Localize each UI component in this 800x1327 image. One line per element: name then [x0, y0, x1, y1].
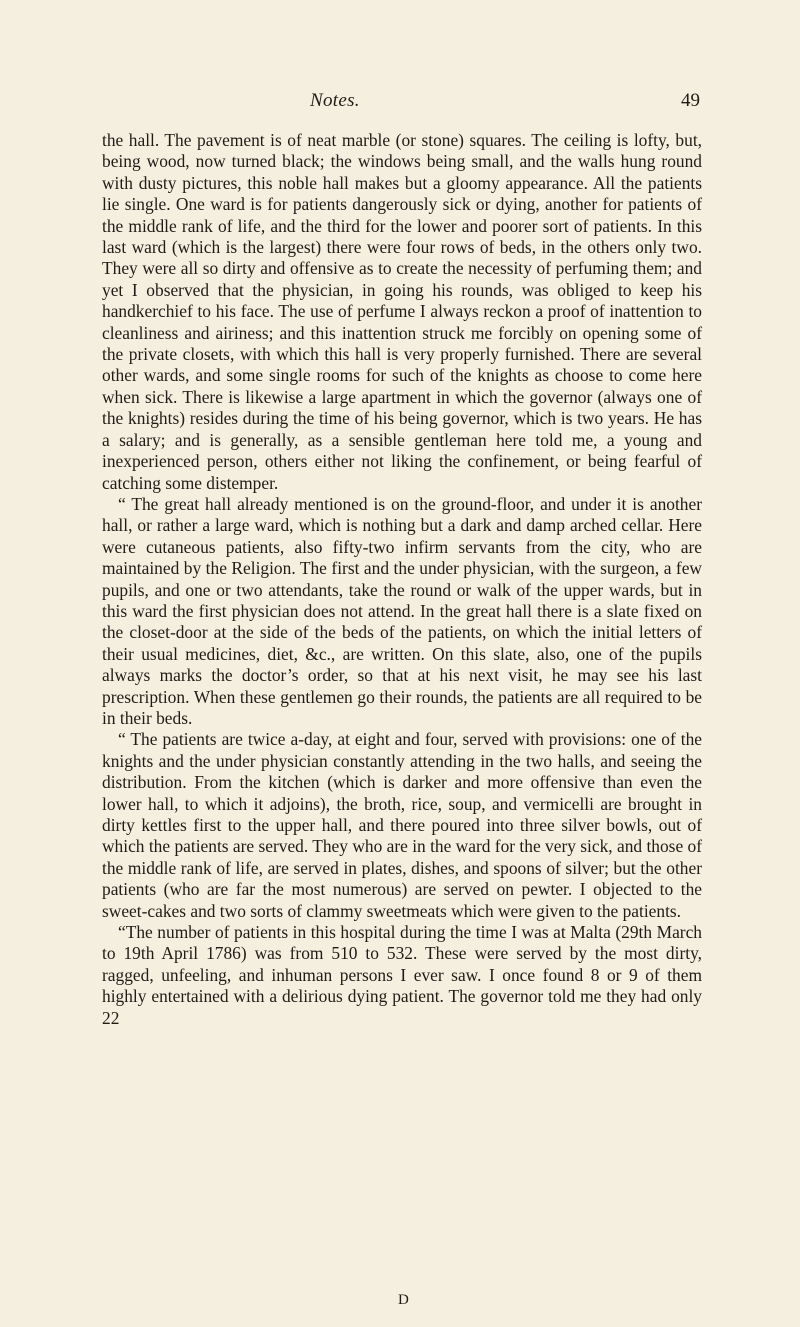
paragraph-4: “The number of patients in this hospital during the time I was at Malta (29th March to 19th April 1786) was from 510 to 532. These were served by the most dirty, ragged, unfeeling, and inhuman persons I ever saw. I once found 8 or 9 of them highly entertained with a delirious dying patient. The governor told me they had only 22: [102, 922, 702, 1028]
body-text: [102, 130, 702, 1029]
running-head: Notes.: [310, 90, 360, 111]
paragraph-3: “ The patients are twice a-day, at eight and four, served with provisions: one of the knights and the under physician constantly attending in the two halls, and seeing the distribution. From the kitchen (which is darker and more offensive than even the lower hall, to which it adjoins), the broth, rice, soup, and vermicelli are brought in dirty kettles first to the upper hall, and there poured into three silver bowls, out of which the patients are served. They who are in the ward for the very sick, and those of the middle rank of life, are served in plates, dishes, and spoons of silver; but the other patients (who are far the most numerous) are served on pewter. I objected to the sweet-cakes and two sorts of clammy sweetmeats which were given to the patients.: [102, 729, 702, 921]
signature-mark: D: [398, 1292, 410, 1308]
paragraph-2: “ The great hall already mentioned is on the ground-floor, and under it is another hall, or rather a large ward, which is nothing but a dark and damp arched cellar. Here were cutaneous patients, also fifty-two infirm servants from the city, who are maintained by the Religion. The first and the under physician, with the surgeon, a few pupils, and one or two attendants, take the round or walk of the upper wards, but in this ward the first physician does not attend. In the great hall there is a slate fixed on the closet-door at the side of the beds of the patients, on which the initial letters of their usual medicines, diet, &c., are written. On this slate, also, one of the pupils always marks the doctor’s order, so that at his next visit, he may see his last prescription. When these gentlemen go their rounds, the patients are all required to be in their beds.: [102, 493, 702, 728]
paragraph-1: the hall. The pavement is of neat marble (or stone) squares. The ceiling is lofty, but, being wood, now turned black; the windows being small, and the walls hung round with dusty pictures, this noble hall makes but a gloomy appearance. All the patients lie single. One ward is for patients dangerously sick or dying, another for patients of the middle rank of life, and the third for the lower and poorer sort of patients. In this last ward (which is the largest) there were four rows of beds, in the others only two. They were all so dirty and offensive as to create the necessity of perfuming them; and yet I observed that the physician, in going his rounds, was obliged to keep his handkerchief to his face. The use of perfume I always reckon a proof of inattention to cleanliness and airiness; and this inattention struck me forcibly on opening some of the private closets, with which this hall is very properly furnished. There are several other wards, and some single rooms for such of the knights as choose to come here when sick. There is likewise a large apartment in which the governor (always one of the knights) resides during the time of his being governor, which is two years. He has a salary; and is generally, as a sensible gentleman here told me, a young and inexperienced person, others either not liking the confinement, or being fearful of catching some distemper.: [102, 130, 702, 493]
page-number: 49: [681, 90, 700, 111]
page-header: [100, 90, 700, 120]
